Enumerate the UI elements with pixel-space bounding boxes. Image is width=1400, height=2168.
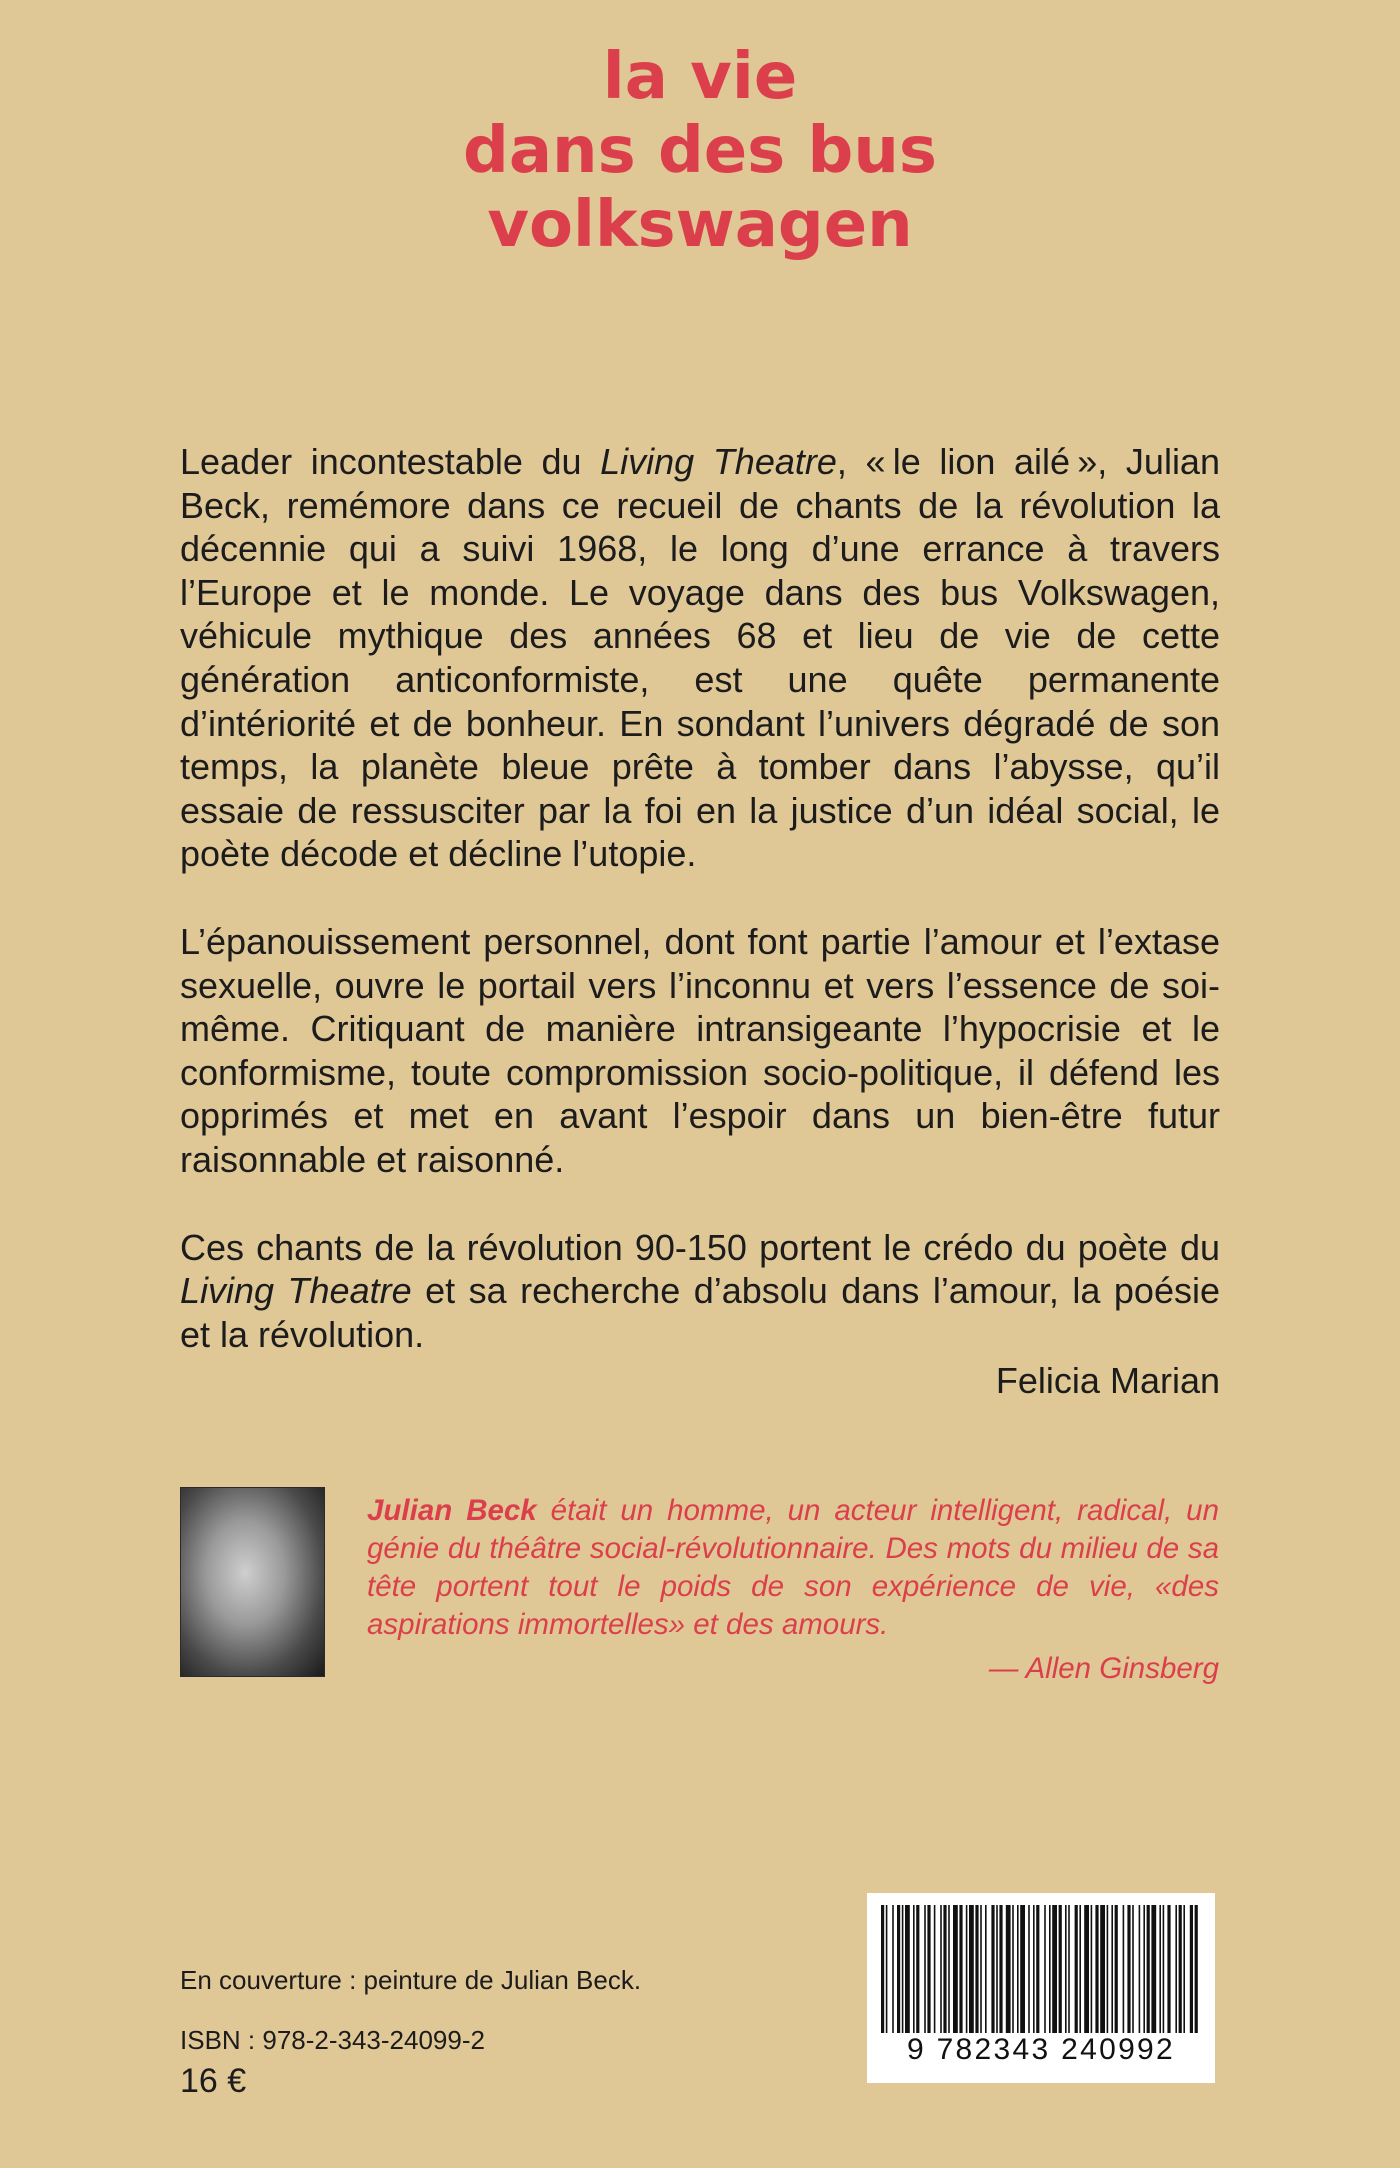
barcode-bar bbox=[916, 1905, 919, 2033]
barcode-bar bbox=[1143, 1905, 1145, 2033]
barcode-bar bbox=[1195, 1905, 1198, 2033]
title-line-3: volkswagen bbox=[487, 188, 913, 262]
barcode-bar bbox=[1127, 1905, 1130, 2033]
barcode-bar bbox=[1132, 1905, 1134, 2033]
blurb-paragraph-1: Leader incontestable du Living Theatre, « le lion ailé », Julian Beck, remémore dans ce recueil de chants de la révolution la décennie qui a suivi 1968, le long d’une errance à travers l’Europe et le monde. Le voyage dans des bus Volkswagen, véhicule mythique des années 68 et lieu de vie de cette génération anticonformiste, est une quête permanente d’intériorité et de bonheur. En sondant l’univers dégradé de son temps, la planète bleue prête à tomber dans l’abysse, qu’il essaie de ressusciter par la foi en la justice d’un idéal social, le poète décode et décline l’utopie. bbox=[180, 441, 1220, 875]
barcode-bar bbox=[1123, 1905, 1125, 2033]
title-line-2: dans des bus bbox=[463, 114, 937, 188]
barcode-bar bbox=[1036, 1905, 1039, 2033]
book-title bbox=[0, 40, 1400, 262]
author-photo bbox=[180, 1487, 325, 1677]
title-line-1: la vie bbox=[602, 40, 798, 114]
barcode-bar bbox=[996, 1905, 998, 2033]
barcode-bar bbox=[943, 1905, 946, 2033]
barcode-bar bbox=[913, 1905, 915, 2033]
barcode-bar bbox=[1006, 1905, 1011, 2033]
barcode-bar bbox=[1163, 1905, 1165, 2033]
barcode-bar bbox=[991, 1905, 994, 2033]
blurb-paragraph-2: L’épanouissement personnel, dont font partie l’amour et l’extase sexuelle, ouvre le portail vers l’inconnu et vers l’essence de soi-même. Critiquant de manière intransigeante l’hypocrisie et le conformisme, toute compromission socio-politique, il défend les opprimés et met en avant l’espoir dans un bien-être futur raisonnable et raisonné. bbox=[180, 920, 1220, 1180]
barcode-bar bbox=[881, 1905, 884, 2033]
barcode-bar bbox=[1095, 1905, 1098, 2033]
barcode-bar bbox=[1052, 1905, 1057, 2033]
barcode-bar bbox=[999, 1905, 1002, 2033]
isbn: ISBN : 978-2-343-24099-2 bbox=[180, 2025, 485, 2055]
barcode-bar bbox=[927, 1905, 930, 2033]
barcode-bar bbox=[1068, 1905, 1070, 2033]
barcode-bar bbox=[980, 1905, 982, 2033]
barcode-bar bbox=[969, 1905, 974, 2033]
quote-attribution: — Allen Ginsberg bbox=[988, 1652, 1219, 1685]
barcode-bars bbox=[877, 1905, 1205, 2033]
barcode-bar bbox=[1151, 1905, 1156, 2033]
barcode-bar bbox=[959, 1905, 962, 2033]
blurb bbox=[180, 440, 1220, 1400]
barcode-bar bbox=[1115, 1905, 1118, 2033]
barcode-bar bbox=[1020, 1905, 1025, 2033]
barcode-bar bbox=[1175, 1905, 1177, 2033]
barcode-bar bbox=[1059, 1905, 1062, 2033]
barcode-bar bbox=[1147, 1905, 1150, 2033]
blurb-paragraph-3: Ces chants de la révolution 90-150 portent le crédo du poète du Living Theatre et sa recherche d’absolu dans l’amour, la poésie et la révolution. bbox=[180, 1226, 1220, 1355]
barcode-bar bbox=[902, 1905, 904, 2033]
barcode-bar bbox=[1179, 1905, 1182, 2033]
ginsberg-quote: Julian Beck était un homme, un acteur intelligent, radical, un génie du théâtre social-révolutionnaire. Des mots du milieu de sa tête portent tout le poids de son expérience de vie, «des aspirations immortelles» et des amours. bbox=[367, 1494, 1219, 1641]
barcode-digits: 9 782343 240992 bbox=[906, 2033, 1176, 2066]
barcode-bar bbox=[1012, 1905, 1014, 2033]
blurb-signature: Felicia Marian bbox=[995, 1360, 1220, 1401]
barcode-bar bbox=[1084, 1905, 1089, 2033]
living-theatre-italic: Living Theatre bbox=[180, 1270, 412, 1312]
barcode-bar bbox=[953, 1905, 958, 2033]
barcode-bar bbox=[934, 1905, 936, 2033]
cover-credit: En couverture : peinture de Julian Beck. bbox=[180, 1965, 642, 1995]
barcode-bar bbox=[1100, 1905, 1105, 2033]
barcode-bar bbox=[1107, 1905, 1109, 2033]
barcode-bar bbox=[1065, 1905, 1067, 2033]
barcode-bar bbox=[886, 1905, 888, 2033]
barcode-bar bbox=[892, 1905, 894, 2033]
price: 16 € bbox=[180, 2062, 247, 2100]
barcode-bar bbox=[975, 1905, 978, 2033]
barcode-bar bbox=[1159, 1905, 1161, 2033]
living-theatre-italic: Living Theatre bbox=[600, 441, 837, 482]
barcode-bar bbox=[985, 1905, 987, 2033]
barcode-bar bbox=[1139, 1905, 1141, 2033]
barcode-bar bbox=[1183, 1905, 1185, 2033]
barcode-bar bbox=[1111, 1905, 1113, 2033]
barcode-bar bbox=[1028, 1905, 1030, 2033]
barcode-bar bbox=[1079, 1905, 1081, 2033]
barcode-bar bbox=[897, 1905, 900, 2033]
barcode-bar bbox=[924, 1905, 926, 2033]
barcode-bar bbox=[1033, 1905, 1035, 2033]
barcode-bar bbox=[1091, 1905, 1093, 2033]
barcode-bar bbox=[905, 1905, 910, 2033]
barcode-bar bbox=[1044, 1905, 1046, 2033]
quote-author-name: Julian Beck bbox=[367, 1494, 537, 1527]
barcode-bar bbox=[966, 1905, 968, 2033]
barcode bbox=[867, 1893, 1215, 2083]
barcode-bar bbox=[1075, 1905, 1078, 2033]
barcode-bar bbox=[948, 1905, 950, 2033]
barcode-bar bbox=[1167, 1905, 1170, 2033]
barcode-bar bbox=[1017, 1905, 1019, 2033]
barcode-bar bbox=[1049, 1905, 1051, 2033]
barcode-bar bbox=[940, 1905, 942, 2033]
barcode-bar bbox=[1190, 1905, 1193, 2033]
